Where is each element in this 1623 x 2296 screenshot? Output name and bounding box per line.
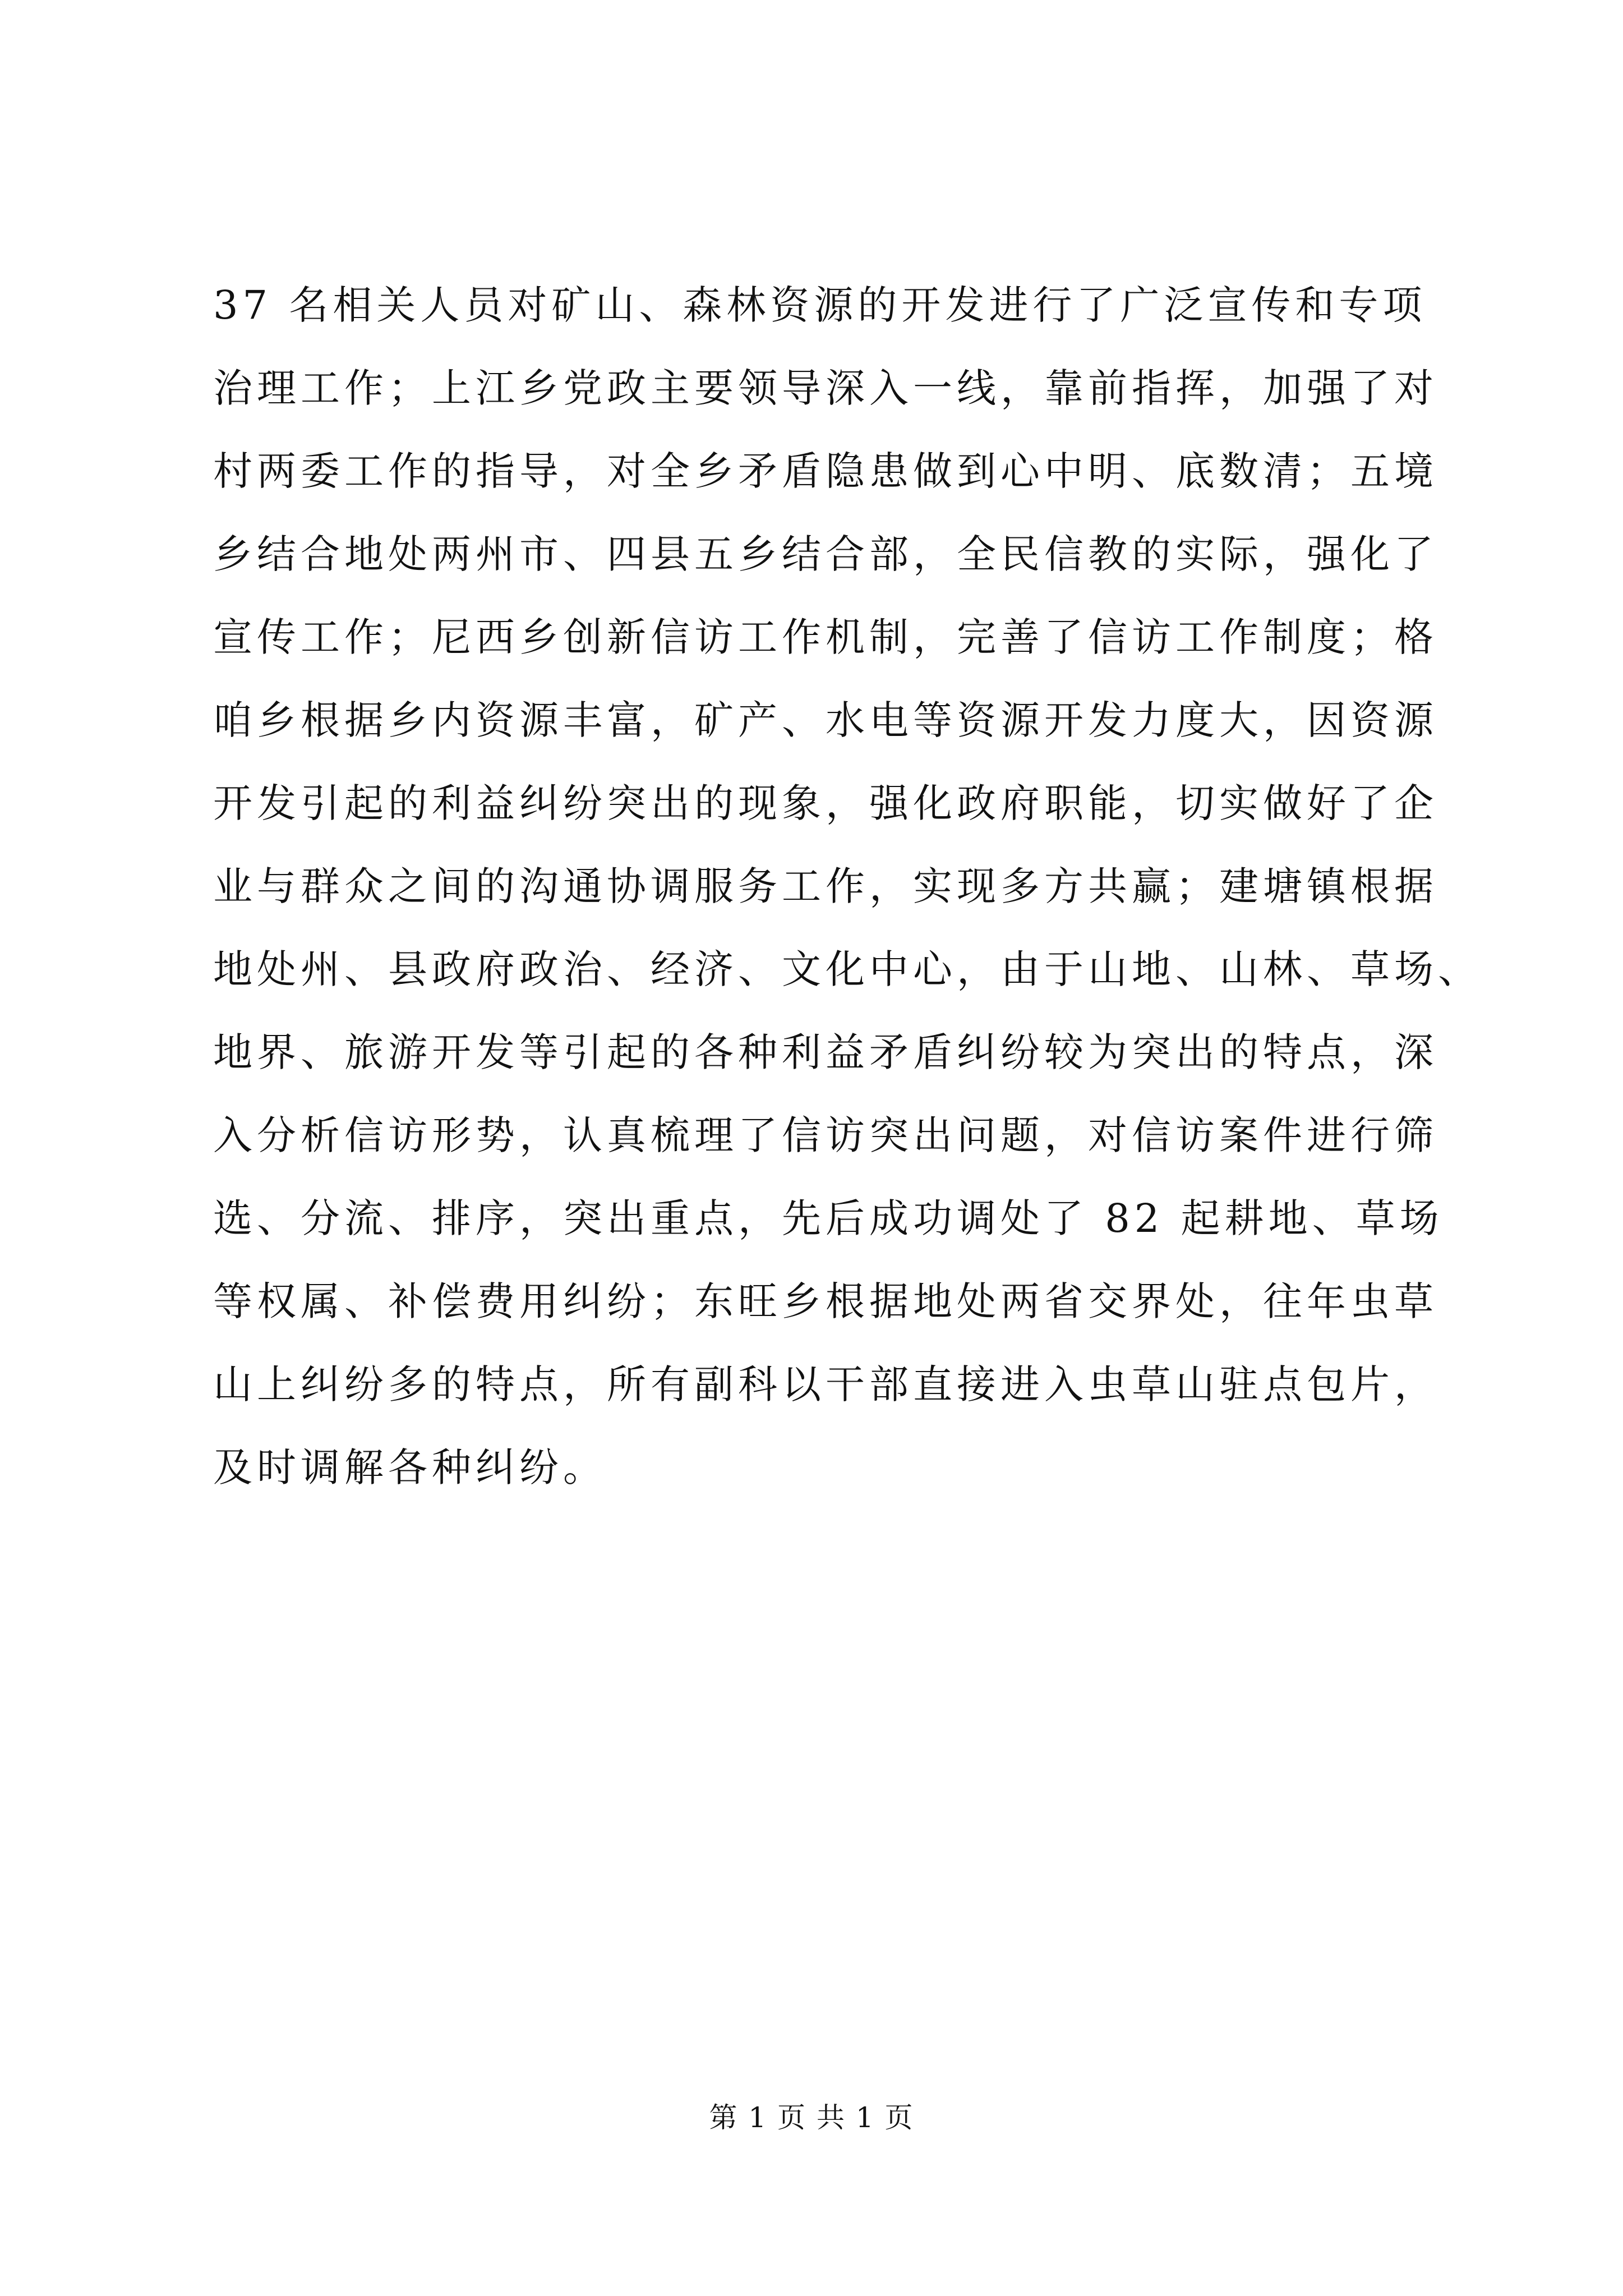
page-footer: [0, 2095, 1623, 2140]
text-line: 山上纠纷多的特点，所有副科以干部直接进入虫草山驻点包片，: [213, 1361, 1438, 1407]
text-line: 及时调解各种纠纷。: [213, 1444, 607, 1490]
text-line: 乡结合地处两州市、四县五乡结合部，全民信教的实际，强化了: [213, 531, 1438, 577]
text-line: 选、分流、排序，突出重点，先后成功调处了 82 起耕地、草场: [213, 1195, 1444, 1241]
text-line: 业与群众之间的沟通协调服务工作，实现多方共赢；建塘镇根据: [213, 863, 1438, 909]
text-line: 入分析信访形势，认真梳理了信访突出问题，对信访案件进行筛: [213, 1112, 1438, 1158]
body-text: [213, 264, 1482, 1509]
text-line: 村两委工作的指导，对全乡矛盾隐患做到心中明、底数清；五境: [213, 448, 1438, 494]
text-line: 地界、旅游开发等引起的各种利益矛盾纠纷较为突出的特点，深: [213, 1029, 1438, 1075]
text-line: 地处州、县政府政治、经济、文化中心，由于山地、山林、草场、: [213, 946, 1482, 992]
text-line: 37 名相关人员对矿山、森林资源的开发进行了广泛宣传和专项: [213, 282, 1427, 328]
text-line: 治理工作；上江乡党政主要领导深入一线，靠前指挥，加强了对: [213, 365, 1438, 411]
text-line: 宣传工作；尼西乡创新信访工作机制，完善了信访工作制度；格: [213, 614, 1438, 660]
text-line: 开发引起的利益纠纷突出的现象，强化政府职能，切实做好了企: [213, 780, 1438, 826]
page-number: 第 1 页 共 1 页: [709, 2101, 914, 2134]
text-line: 咱乡根据乡内资源丰富，矿产、水电等资源开发力度大，因资源: [213, 697, 1438, 743]
text-line: 等权属、补偿费用纠纷；东旺乡根据地处两省交界处，往年虫草: [213, 1278, 1438, 1324]
